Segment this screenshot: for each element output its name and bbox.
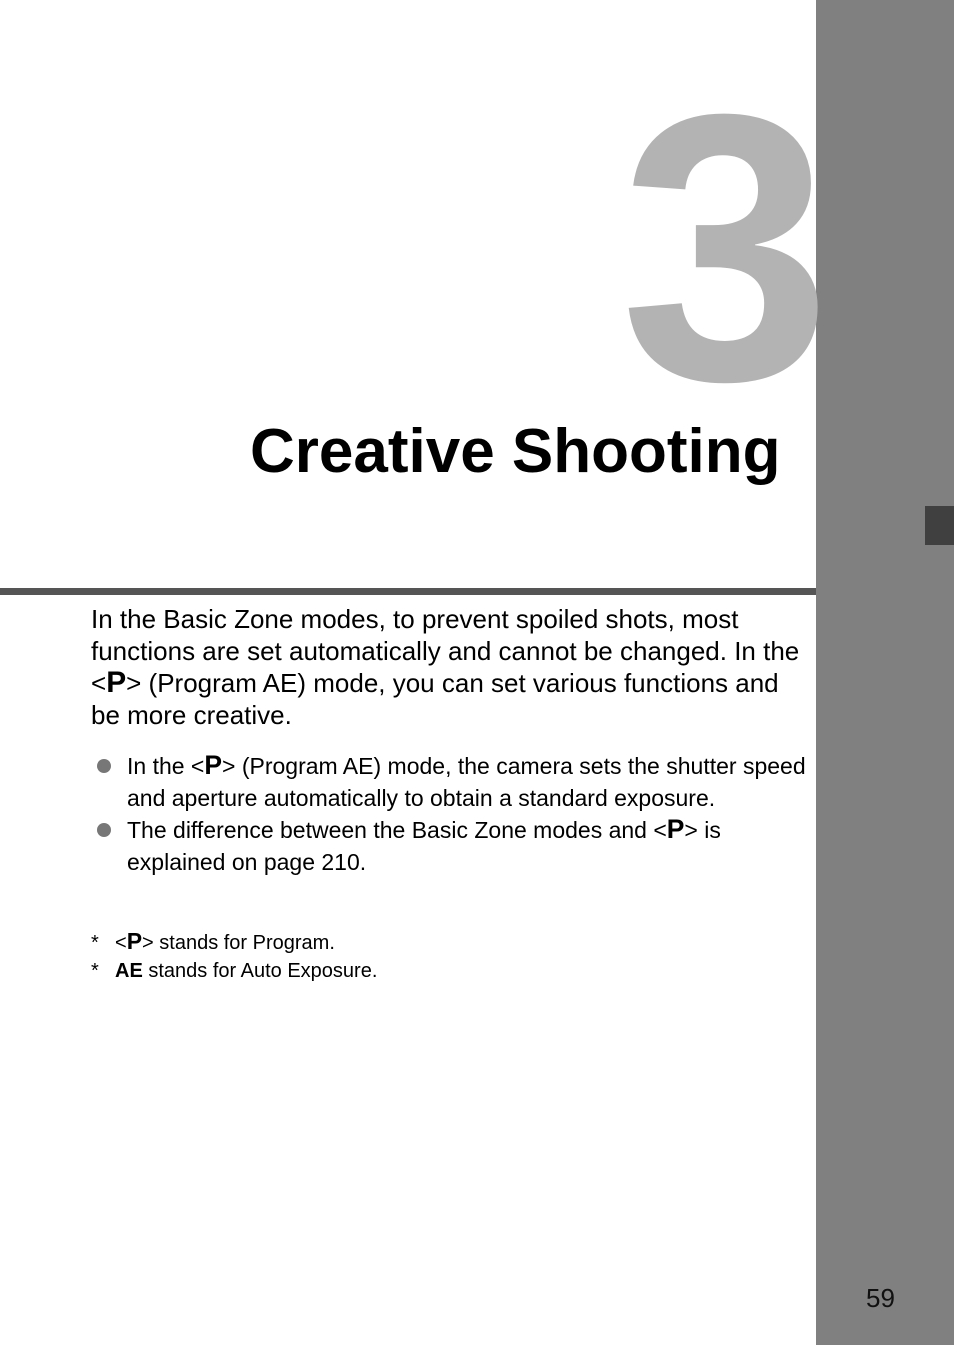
program-mode-icon: P <box>204 750 223 780</box>
footnote-definition: stands for Auto Exposure. <box>142 960 378 982</box>
bullet-dot-icon <box>97 759 111 773</box>
bullet-text-start: The difference between the Basic Zone modes and < <box>127 817 667 843</box>
program-mode-icon: P <box>666 814 685 844</box>
bullet-text-start: In the < <box>127 753 205 779</box>
footnote-asterisk: * <box>91 960 99 982</box>
footnotes <box>91 929 807 985</box>
intro-paragraph <box>91 603 807 731</box>
footnote-asterisk: * <box>91 932 99 954</box>
footnote-text-start: < <box>115 932 127 954</box>
bullet-text-end: > is explained on page 210. <box>127 817 721 875</box>
chapter-number: 3 <box>620 35 832 460</box>
section-divider <box>0 588 816 595</box>
bullet-item <box>91 814 807 878</box>
bullet-dot-icon <box>97 823 111 837</box>
bullet-text-end: > (Program AE) mode, the camera sets the shutter speed and aperture automatically to obtain a standard exposure. <box>127 753 806 811</box>
bullet-list <box>91 750 807 878</box>
bullet-item <box>91 750 807 814</box>
program-mode-icon: P <box>106 666 127 699</box>
side-band <box>816 0 954 1345</box>
footnote-term: AE <box>115 960 143 982</box>
footnote-text-end: > stands for Program. <box>142 932 335 954</box>
footnote-auto-exposure <box>91 957 807 985</box>
footnote-program <box>91 929 807 957</box>
program-mode-icon: P <box>126 928 143 954</box>
chapter-tab-marker <box>925 506 954 545</box>
chapter-title: Creative Shooting <box>250 417 781 486</box>
page-number: 59 <box>866 1283 895 1313</box>
intro-text-start: In the Basic Zone modes, to prevent spoiled shots, most functions are set automatically and cannot be changed. In the < <box>91 604 800 698</box>
intro-text-end: > (Program AE) mode, you can set various functions and be more creative. <box>91 668 779 730</box>
